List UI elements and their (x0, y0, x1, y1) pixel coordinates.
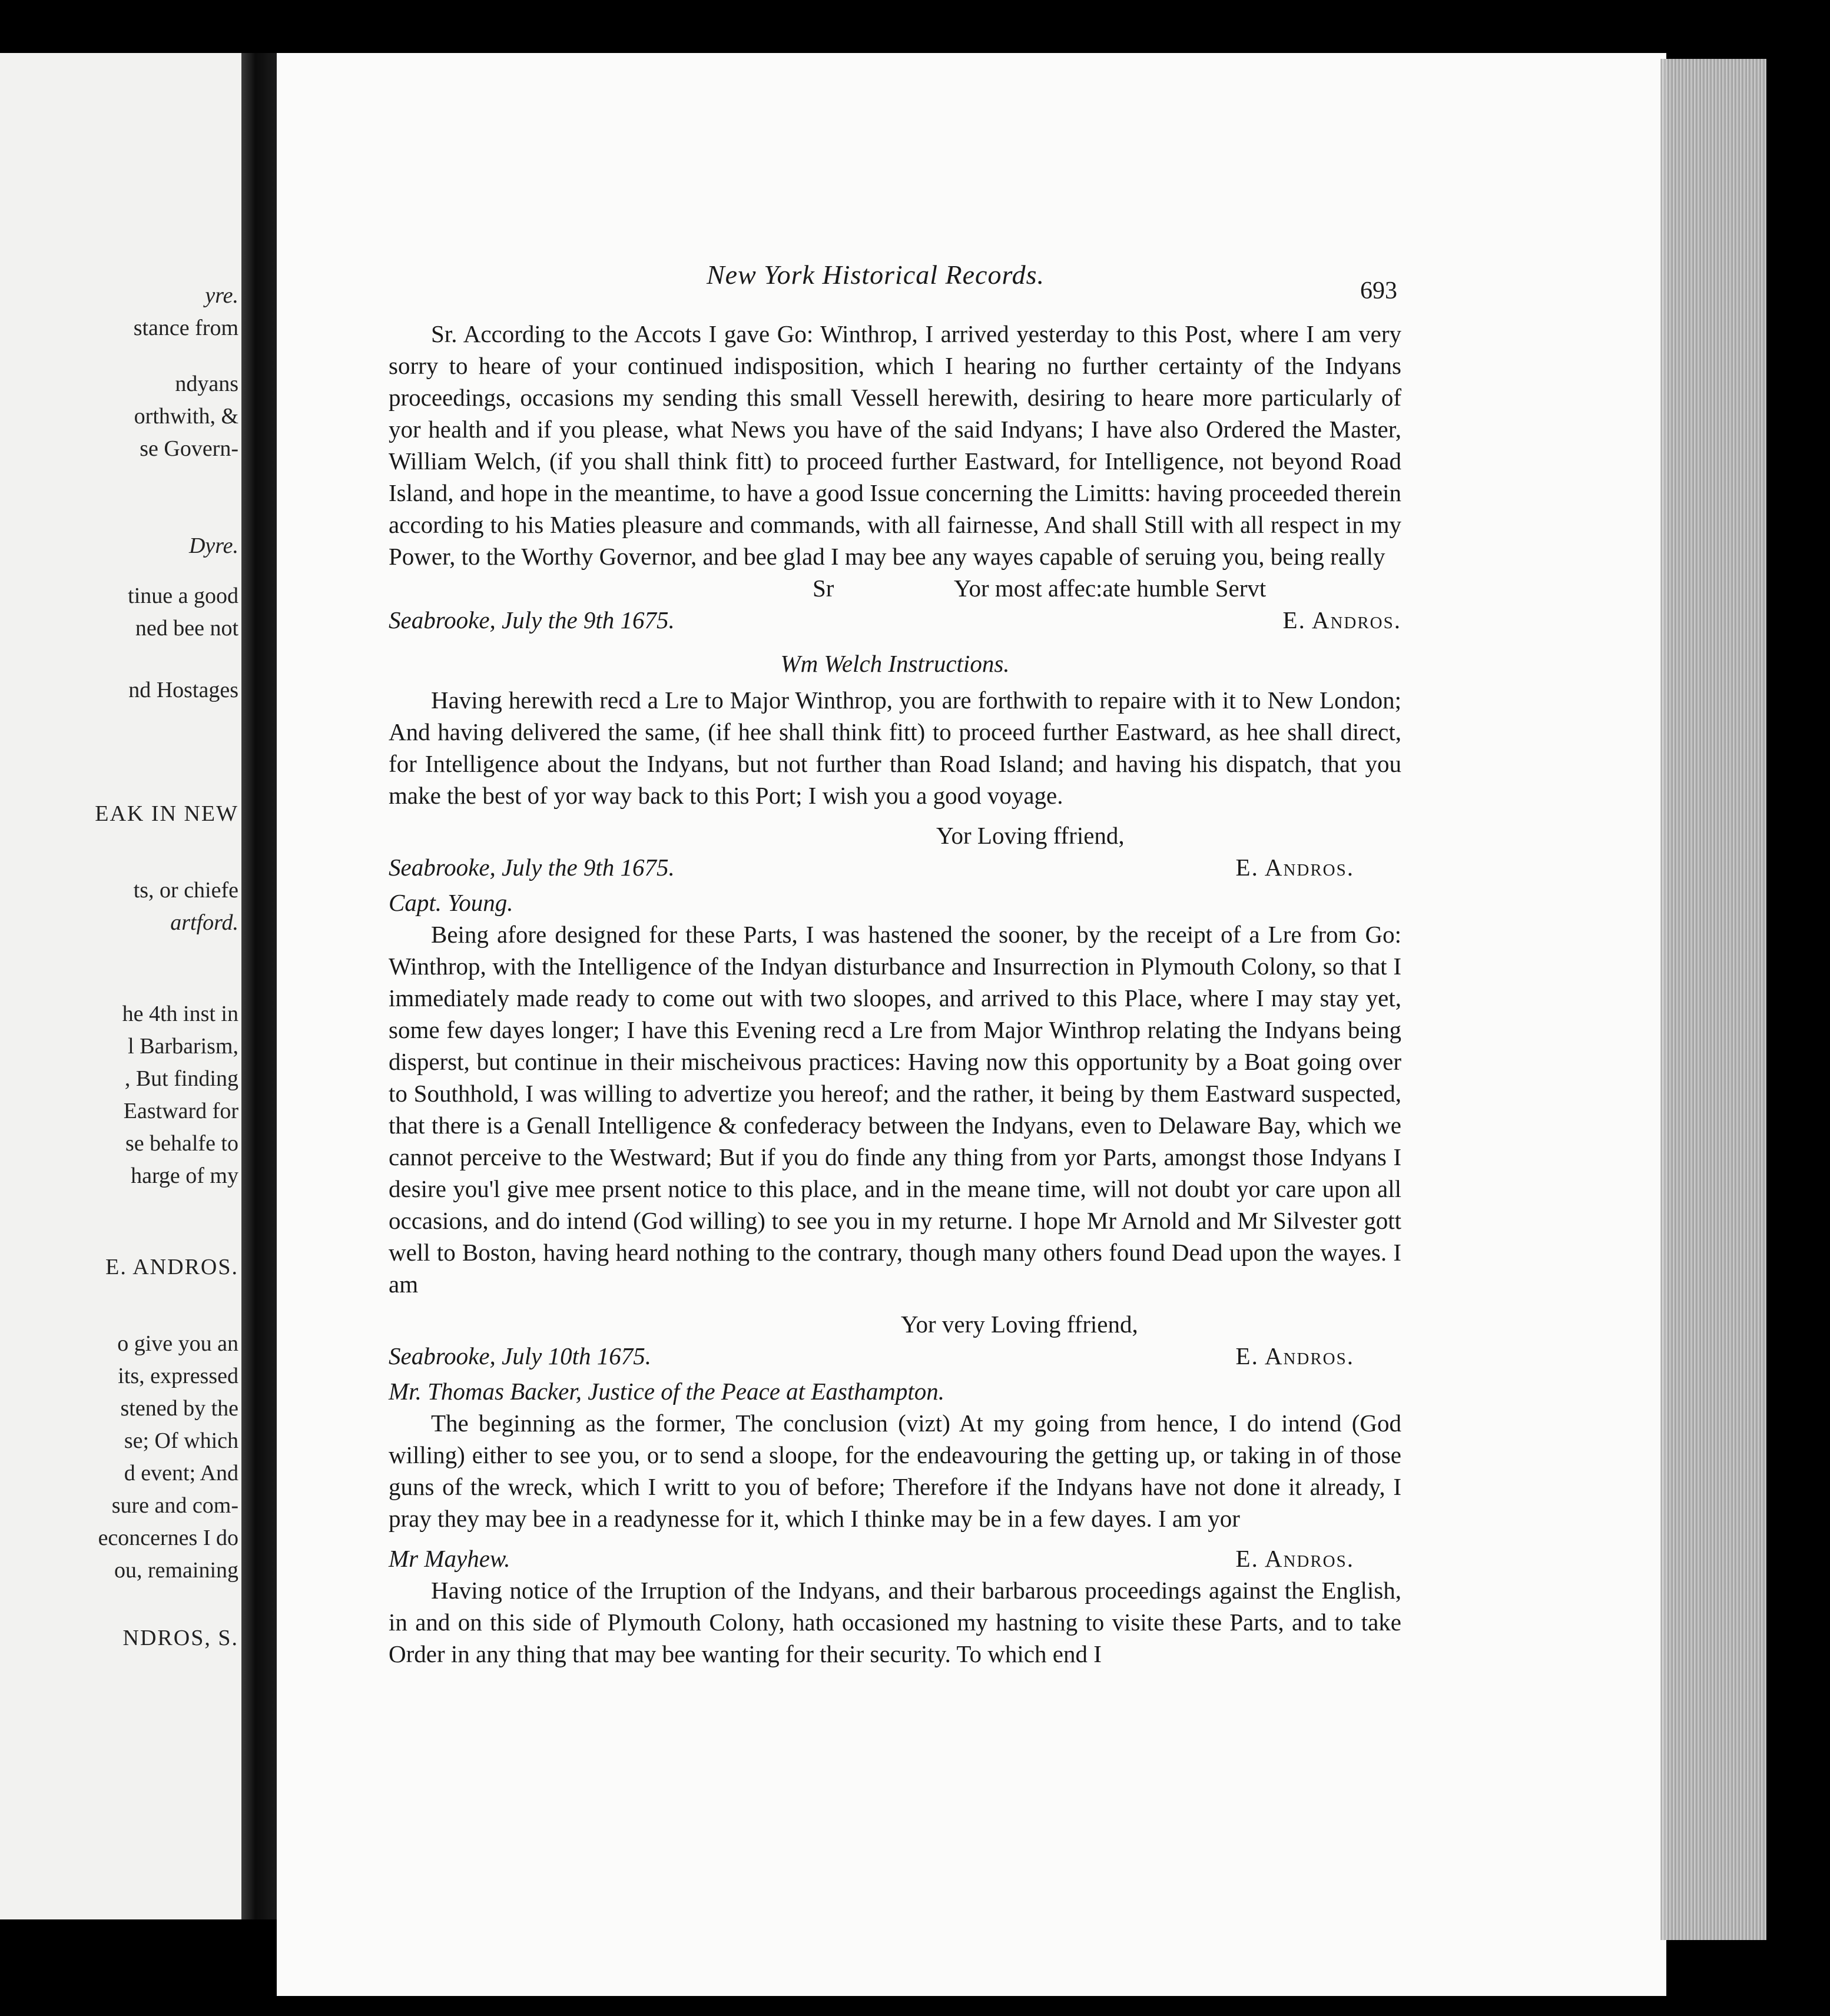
left-page-line: , But finding (124, 1066, 238, 1091)
running-title: New York Historical Records. (707, 260, 1045, 290)
letter-welch-instructions (389, 648, 1401, 883)
letter-heading-row (389, 887, 1401, 919)
letter-body: The beginning as the former, The conclusion (vizt) At my going from hence, I do intend (God willing) either to see you, or to send a sloope, for the endeavouring the getting up, or taking in of those guns of the wreck, which I writt to you of before; Therefore if the Indyans have not done it already, I pray they may bee in a readynesse for it, which I thinke may be in a few dayes. I am yor (389, 1410, 1401, 1532)
left-page-line: ts, or chiefe (133, 878, 238, 903)
signature: E. Andros. (1235, 1545, 1354, 1572)
left-page-line: se Govern- (140, 436, 238, 461)
left-page-line: Eastward for (123, 1099, 238, 1123)
left-page-line: he 4th inst in (122, 1002, 238, 1026)
left-page-line: NDROS, S. (122, 1626, 238, 1650)
left-page-line: ned bee not (135, 616, 238, 641)
left-page-line: artford. (170, 910, 238, 935)
page-block-edge (1660, 59, 1766, 1940)
left-page-line: yre. (205, 283, 238, 308)
left-page-line: harge of my (131, 1163, 238, 1188)
left-page-line: stance from (133, 316, 238, 340)
left-page-line: Dyre. (188, 533, 238, 558)
place-date: Seabrooke, July 10th 1675. (389, 1342, 651, 1370)
left-page-line: ou, remaining (114, 1558, 238, 1583)
page-number: 693 (1360, 277, 1397, 304)
salutation-sir: Sr (813, 575, 834, 602)
closing-row (389, 1308, 1401, 1340)
closing-row (389, 820, 1401, 851)
letter-body: Having notice of the Irruption of the Indyans, and their barbarous proceedings against the English, in and on this side of Plymouth Colony, hath occasioned my hastning to visite these Parts, and to take Order in any thing that may bee wanting for their security. To which end I (389, 1577, 1401, 1667)
place-date: Seabrooke, July the 9th 1675. (389, 606, 675, 634)
left-page-line: se; Of which (124, 1428, 238, 1453)
letter-capt-young (389, 887, 1401, 1372)
place-date-row (389, 851, 1401, 883)
letter-heading: Mr Mayhew. (389, 1545, 510, 1572)
letter-heading-row (389, 1543, 1401, 1574)
left-page-line: nd Hostages (128, 678, 238, 702)
left-page-fragment (0, 53, 250, 1919)
left-page-line: d event; And (124, 1461, 238, 1486)
signature: E. Andros. (1235, 854, 1354, 881)
left-page-line: o give you an (117, 1331, 238, 1356)
place-date-row (389, 1340, 1401, 1372)
left-page-line: tinue a good (128, 583, 238, 608)
salutation-row (389, 572, 1401, 604)
left-page-line: se behalfe to (125, 1131, 238, 1156)
left-page-line: l Barbarism, (128, 1034, 238, 1059)
page-body (389, 277, 1401, 1670)
place-date: Seabrooke, July the 9th 1675. (389, 854, 675, 881)
left-page-line: EAK IN NEW (95, 801, 238, 826)
letter-body: Being afore designed for these Parts, I was hastened the sooner, by the receipt of a Lre from Go: Winthrop, with the Intelligence of the Indyan disturbance and Insurrection in Plymouth Colony, so that I immediately made ready to come out with two sloopes, and arrived to this Place, where I may stay yet, some few dayes longer; I have this Evening recd a Lre from Major Winthrop relating the Indyans being disperst, but continue in their mischeivous practices: Having now this opportunity by a Boat going over to Southhold, I was willing to advertize you hereof; and the rather, it being by them Eastward suspected, that there is a Genall Intelligence & confederacy between the Indyans, even to Delaware Bay, which we cannot perceive to the Westward; But if you do finde any thing from yor Parts, amongst those Indyans I desire you'l give mee prsent notice to this place, and in the meane time, will not doubt yor care upon all occasions, and do intend (God willing) to see you in my returne. I hope Mr Arnold and Mr Silvester gott well to Boston, having heard nothing to the contrary, though many others found Dead upon the wayes. I am (389, 921, 1401, 1298)
left-page-line: E. ANDROS. (105, 1255, 238, 1279)
letter-mayhew (389, 1543, 1401, 1670)
letter-thomas-backer (389, 1375, 1401, 1534)
left-page-line: ndyans (175, 372, 238, 396)
book-gutter (241, 53, 277, 1919)
letter-heading: Wm Welch Instructions. (780, 650, 1010, 677)
left-page-line: its, expressed (118, 1364, 238, 1388)
letter-heading: Capt. Young. (389, 889, 513, 916)
left-page-line: sure and com- (111, 1493, 238, 1518)
salutation-closing: Yor most affec:ate humble Servt (954, 575, 1267, 602)
letter-heading-row (389, 1375, 1401, 1407)
closing: Yor Loving ffriend, (936, 822, 1125, 849)
place-date-row (389, 604, 1401, 636)
left-page-line: stened by the (120, 1396, 238, 1421)
letter-heading: Mr. Thomas Backer, Justice of the Peace at Easthampton. (389, 1378, 944, 1405)
closing: Yor very Loving ffriend, (901, 1311, 1138, 1338)
letter-body: Sr. According to the Accots I gave Go: Winthrop, I arrived yesterday to this Post, where I am very sorry to heare of your continued indisposition, which I hearing no further certainty of the Indyans proceedings, occasions my sending this small Vessell herewith, desiring to heare more particularly of yor health and if you please, what News you have of the said Indyans; I have also Ordered the Master, William Welch, (if you shall think fitt) to proceed further Eastward, for Intelligence, not beyond Road Island, and hope in the meantime, to have a good Issue concerning the Limitts: having proceeded therein according to his Maties pleasure and commands, with all fairnesse, And shall Still with all respect in my Power, to the Worthy Governor, and bee glad I may bee any wayes capable of seruing you, being really (389, 320, 1401, 570)
signature: E. Andros. (1282, 606, 1401, 634)
letter-winthrop (389, 318, 1401, 636)
left-page-line: orthwith, & (134, 404, 238, 429)
signature: E. Andros. (1235, 1342, 1354, 1370)
left-page-line: econcernes I do (98, 1526, 238, 1550)
letter-body: Having herewith recd a Lre to Major Winthrop, you are forthwith to repaire with it to New London; And having delivered the same, (if hee shall think fitt) to proceed further Eastward, as hee shall direct, for Intelligence about the Indyans, but not further than Road Island; and having his dispatch, that you make the best of yor way back to this Port; I wish you a good voyage. (389, 687, 1401, 809)
